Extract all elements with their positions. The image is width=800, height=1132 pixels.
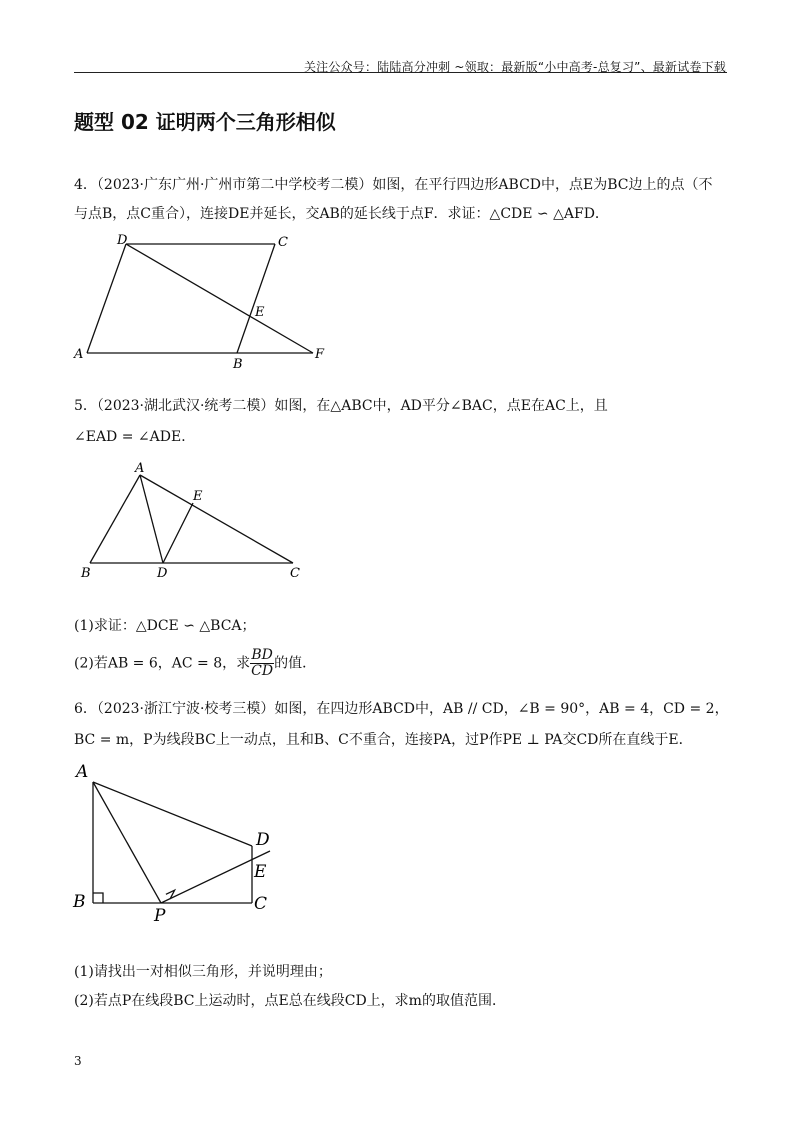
q4-label-c: C xyxy=(278,235,288,250)
q5-triangle-figure xyxy=(75,455,315,585)
q5-segment-ad xyxy=(140,475,163,563)
q5-segment-de xyxy=(163,503,193,563)
q5-segment-ac xyxy=(140,475,293,563)
q6-label-b: B xyxy=(73,892,86,912)
page-number: 3 xyxy=(74,1054,82,1068)
q5-part2-suffix: 的值． xyxy=(274,655,317,672)
q5-part2 xyxy=(74,648,316,679)
q6-label-d: D xyxy=(256,830,270,850)
q6-label-e: E xyxy=(254,862,267,882)
q4-parallelogram-figure xyxy=(70,230,340,370)
q5-fraction-denominator: CD xyxy=(251,663,274,679)
q4-segment-cb xyxy=(237,244,275,353)
q6-part2: (2)若点P在线段BC上运动时，点E总在线段CD上，求m的取值范围． xyxy=(74,993,506,1009)
q4-label-a: A xyxy=(74,347,84,362)
q4-label-e: E xyxy=(255,305,265,320)
q6-label-p: P xyxy=(154,906,166,925)
q6-label-c: C xyxy=(254,894,268,914)
q5-label-e: E xyxy=(193,489,203,504)
q5-label-a: A xyxy=(135,461,145,476)
q6-text-line1: 6．（2023·浙江宁波·校考三模）如图，在四边形ABCD中，AB // CD，∠B = 90°，AB = 4，CD = 2， xyxy=(74,701,729,717)
q4-label-f: F xyxy=(315,347,325,362)
q5-segment-ab xyxy=(90,475,140,563)
q5-label-c: C xyxy=(290,566,300,581)
q5-part2-prefix: (2)若AB = 6，AC = 8，求 xyxy=(74,655,251,672)
section-title: 题型 02 证明两个三角形相似 xyxy=(74,110,336,134)
q4-segment-df xyxy=(126,244,313,353)
q5-label-d: D xyxy=(157,566,168,581)
q6-text-line2: BC = m，P为线段BC上一动点，且和B、C不重合，连接PA，过P作PE ⊥ PA交CD所在直线于E． xyxy=(74,732,693,748)
page-header: 关注公众号：陆陆高分冲刺 ~领取：最新版“小中高考-总复习”、最新试卷下载 xyxy=(303,60,726,74)
q4-label-d: D xyxy=(117,233,128,248)
q6-right-angle-b xyxy=(93,893,103,903)
q6-part1: (1)请找出一对相似三角形，并说明理由； xyxy=(74,964,332,980)
q6-quadrilateral-figure xyxy=(70,755,300,925)
header-divider xyxy=(74,72,727,73)
q6-segment-ad xyxy=(93,782,252,846)
q4-label-b: B xyxy=(233,357,243,370)
q4-text-line1: 4．（2023·广东广州·广州市第二中学校考二模）如图，在平行四边形ABCD中，点E为BC边上的点（不 xyxy=(74,177,713,193)
q6-label-a: A xyxy=(76,762,89,782)
q5-part1: (1)求证：△DCE ∽ △BCA； xyxy=(74,618,256,634)
q5-fraction-numerator: BD xyxy=(251,647,273,663)
q4-segment-da xyxy=(87,244,126,353)
q6-segment-ap xyxy=(93,782,161,903)
q5-text-line2: ∠EAD = ∠ADE． xyxy=(74,429,196,445)
q4-text-line2: 与点B，点C重合），连接DE并延长，交AB的延长线于点F．求证：△CDE ∽ △AFD． xyxy=(74,206,609,222)
q5-text-line1: 5．（2023·湖北武汉·统考二模）如图，在△ABC中，AD平分∠BAC，点E在AC上，且 xyxy=(74,398,608,414)
q5-fraction xyxy=(250,648,274,679)
q5-label-b: B xyxy=(81,566,91,581)
